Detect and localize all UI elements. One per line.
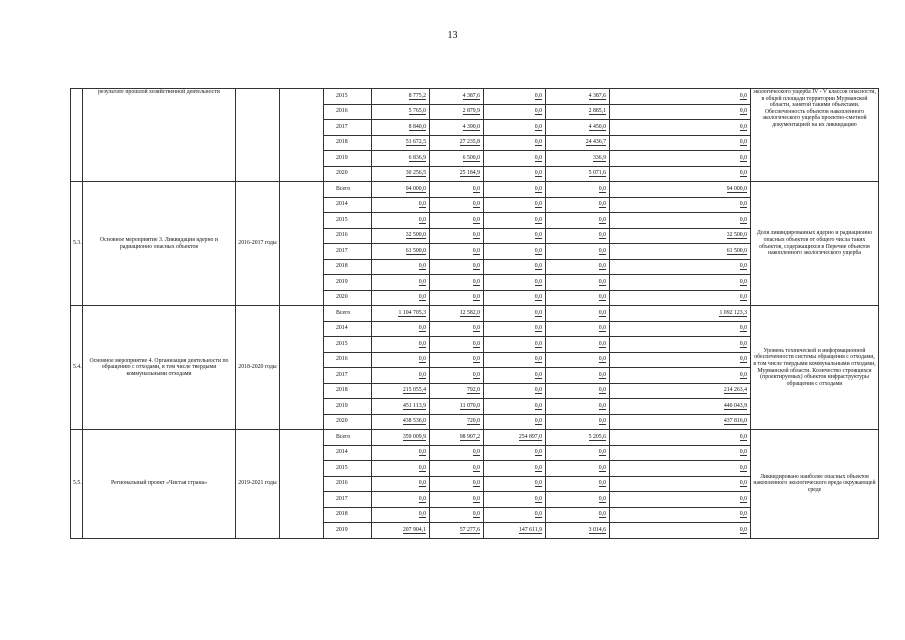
amount-cell: 0,0 [430,290,484,306]
amount-cell: 8 775,2 [372,89,430,105]
amount-cell: 0,0 [484,337,546,353]
empty-cell [280,182,324,306]
amount-cell: 3 014,6 [546,523,610,539]
amount-cell: 0,0 [546,213,610,229]
year-cell: 2018 [324,507,372,523]
year-cell: 2014 [324,445,372,461]
amount-cell: 0,0 [430,352,484,368]
amount-cell: 94 000,0 [372,182,430,198]
amount-cell: 0,0 [430,244,484,260]
amount-cell: 0,0 [372,275,430,291]
indicator-cell: Уровень технической и информационной обеспеченности системы обращения с отходами, в том числе твердыми коммунальными отходами, Мурманской области. Количество строящихся (проектируемых) объектов инфраструктуры обращения с отходами [751,306,879,430]
amount-cell: 0,0 [610,135,751,151]
year-cell: 2017 [324,492,372,508]
year-cell: 2016 [324,104,372,120]
year-cell: 2017 [324,120,372,136]
amount-cell: 0,0 [372,352,430,368]
amount-cell: 0,0 [546,492,610,508]
amount-cell: 11 070,0 [430,399,484,415]
amount-cell: 0,0 [430,228,484,244]
amount-cell: 0,0 [610,213,751,229]
amount-cell: 0,0 [484,275,546,291]
amount-cell: 0,0 [546,290,610,306]
amount-cell: 0,0 [610,151,751,167]
year-cell: 2016 [324,476,372,492]
amount-cell: 4 390,0 [430,120,484,136]
year-cell: 2019 [324,275,372,291]
amount-cell: 0,0 [546,244,610,260]
amount-cell: 792,0 [430,383,484,399]
amount-cell: 0,0 [610,476,751,492]
amount-cell: 0,0 [484,228,546,244]
year-cell: 2014 [324,197,372,213]
table-row [71,306,879,322]
activity-name: результате прошлой хозяйственной деятельности [83,89,236,182]
amount-cell: 0,0 [430,197,484,213]
amount-cell: 24 436,7 [546,135,610,151]
amount-cell: 0,0 [610,290,751,306]
amount-cell: 0,0 [484,414,546,430]
amount-cell: 0,0 [610,321,751,337]
amount-cell: 0,0 [484,259,546,275]
year-cell: 2020 [324,166,372,182]
year-cell: 2015 [324,213,372,229]
amount-cell: 0,0 [484,244,546,260]
year-cell: 2015 [324,461,372,477]
amount-cell: 0,0 [484,135,546,151]
activity-number: 5.5. [71,430,83,539]
amount-cell: 147 611,9 [484,523,546,539]
amount-cell: 0,0 [610,445,751,461]
amount-cell: 0,0 [546,368,610,384]
amount-cell: 0,0 [610,507,751,523]
amount-cell: 336,9 [546,151,610,167]
amount-cell: 61 500,0 [610,244,751,260]
amount-cell: 6 836,9 [372,151,430,167]
amount-cell: 0,0 [610,430,751,446]
amount-cell: 98 907,2 [430,430,484,446]
amount-cell: 214 263,4 [610,383,751,399]
amount-cell: 0,0 [484,445,546,461]
amount-cell: 0,0 [484,368,546,384]
year-cell: 2016 [324,352,372,368]
amount-cell: 94 000,0 [610,182,751,198]
amount-cell: 359 009,9 [372,430,430,446]
amount-cell: 6 500,0 [430,151,484,167]
year-cell: 2019 [324,399,372,415]
activity-number: 5.3. [71,182,83,306]
amount-cell: 0,0 [372,368,430,384]
activity-period: 2016-2017 годы [236,182,280,306]
amount-cell: 0,0 [546,461,610,477]
empty-cell [280,89,324,182]
amount-cell: 0,0 [610,368,751,384]
amount-cell: 0,0 [546,399,610,415]
amount-cell: 0,0 [610,89,751,105]
amount-cell: 0,0 [546,197,610,213]
amount-cell: 720,0 [430,414,484,430]
table-row [71,430,879,446]
activity-name: Региональный проект «Чистая страна» [83,430,236,539]
amount-cell: 0,0 [546,445,610,461]
amount-cell: 0,0 [430,476,484,492]
amount-cell: 0,0 [484,166,546,182]
amount-cell: 0,0 [484,197,546,213]
amount-cell: 0,0 [372,259,430,275]
amount-cell: 0,0 [484,383,546,399]
year-cell: 2020 [324,414,372,430]
amount-cell: 0,0 [546,383,610,399]
amount-cell: 1 092 123,3 [610,306,751,322]
table-row [71,89,879,105]
amount-cell: 32 500,0 [372,228,430,244]
amount-cell: 0,0 [610,275,751,291]
amount-cell: 0,0 [372,492,430,508]
amount-cell: 0,0 [372,321,430,337]
amount-cell: 0,0 [484,352,546,368]
year-cell: 2019 [324,523,372,539]
amount-cell: 0,0 [546,228,610,244]
amount-cell: 4 387,6 [430,89,484,105]
activity-period: 2019-2021 годы [236,430,280,539]
amount-cell: 0,0 [430,445,484,461]
amount-cell: 0,0 [546,507,610,523]
amount-cell: 0,0 [484,461,546,477]
amount-cell: 0,0 [546,275,610,291]
activity-number: 5.4. [71,306,83,430]
amount-cell: 440 043,9 [610,399,751,415]
activity-period: 2018-2020 годы [236,306,280,430]
amount-cell: 0,0 [484,151,546,167]
amount-cell: 0,0 [610,104,751,120]
amount-cell: 27 235,8 [430,135,484,151]
amount-cell: 0,0 [430,337,484,353]
amount-cell: 0,0 [484,290,546,306]
amount-cell: 438 536,0 [372,414,430,430]
amount-cell: 215 055,4 [372,383,430,399]
page-number: 13 [447,30,458,41]
amount-cell: 0,0 [484,182,546,198]
amount-cell: 0,0 [484,507,546,523]
amount-cell: 0,0 [430,259,484,275]
amount-cell: 51 672,5 [372,135,430,151]
activity-number [71,89,83,182]
amount-cell: 0,0 [430,492,484,508]
year-cell: 2020 [324,290,372,306]
year-cell: Всего [324,430,372,446]
amount-cell: 4 387,6 [546,89,610,105]
year-cell: 2018 [324,259,372,275]
amount-cell: 32 500,0 [610,228,751,244]
amount-cell: 0,0 [546,414,610,430]
indicator-cell: экологического ущерба IV - V классов опасности, в общей площади территории Мурманской области, занятой такими объектами. Обеспеченность объектов накопленного экологического ущерба проектно-сметной документацией на их ликвидацию [751,89,879,182]
amount-cell: 5 071,6 [546,166,610,182]
amount-cell: 0,0 [484,306,546,322]
amount-cell: 57 277,6 [430,523,484,539]
year-cell: 2017 [324,244,372,260]
amount-cell: 0,0 [372,461,430,477]
year-cell: 2015 [324,89,372,105]
amount-cell: 0,0 [546,306,610,322]
amount-cell: 451 113,9 [372,399,430,415]
amount-cell: 0,0 [430,182,484,198]
year-cell: Всего [324,182,372,198]
amount-cell: 5 765,0 [372,104,430,120]
amount-cell: 5 205,6 [546,430,610,446]
amount-cell: 0,0 [610,523,751,539]
amount-cell: 4 450,0 [546,120,610,136]
amount-cell: 30 256,5 [372,166,430,182]
amount-cell: 1 104 705,3 [372,306,430,322]
amount-cell: 0,0 [546,259,610,275]
amount-cell: 0,0 [546,352,610,368]
amount-cell: 0,0 [372,213,430,229]
amount-cell: 0,0 [484,476,546,492]
amount-cell: 0,0 [610,352,751,368]
amount-cell: 12 582,0 [430,306,484,322]
amount-cell: 0,0 [546,321,610,337]
year-cell: 2019 [324,151,372,167]
amount-cell: 61 500,0 [372,244,430,260]
year-cell: Всего [324,306,372,322]
amount-cell: 2 885,1 [546,104,610,120]
year-cell: 2018 [324,135,372,151]
amount-cell: 0,0 [484,89,546,105]
amount-cell: 25 184,9 [430,166,484,182]
activity-period [236,89,280,182]
amount-cell: 0,0 [372,476,430,492]
amount-cell: 0,0 [430,368,484,384]
amount-cell: 0,0 [430,321,484,337]
amount-cell: 0,0 [546,476,610,492]
amount-cell: 0,0 [484,120,546,136]
amount-cell: 0,0 [610,337,751,353]
amount-cell: 0,0 [372,445,430,461]
indicator-cell: Ликвидировано наиболее опасных объектов накопленного экологического вреда окружающей среде [751,430,879,539]
year-cell: 2017 [324,368,372,384]
amount-cell: 0,0 [610,492,751,508]
amount-cell: 0,0 [430,213,484,229]
table-row [71,182,879,198]
amount-cell: 8 840,0 [372,120,430,136]
year-cell: 2015 [324,337,372,353]
amount-cell: 0,0 [484,213,546,229]
year-cell: 2016 [324,228,372,244]
amount-cell: 0,0 [546,182,610,198]
amount-cell: 0,0 [610,120,751,136]
amount-cell: 2 879,9 [430,104,484,120]
amount-cell: 0,0 [430,275,484,291]
amount-cell: 0,0 [484,399,546,415]
indicator-cell: Доля ликвидированных ядерно и радиационно опасных объектов от общего числа таких объектов, содержащихся в Перечне объектов накопленного экологического ущерба [751,182,879,306]
empty-cell [280,430,324,539]
amount-cell: 254 897,0 [484,430,546,446]
amount-cell: 0,0 [372,337,430,353]
amount-cell: 0,0 [372,507,430,523]
activity-name: Основное мероприятие 4. Организация деятельности по обращению с отходами, в том числе твердыми коммунальными отходами [83,306,236,430]
amount-cell: 0,0 [484,492,546,508]
amount-cell: 0,0 [430,507,484,523]
year-cell: 2018 [324,383,372,399]
amount-cell: 0,0 [610,197,751,213]
program-activities-table [70,88,879,539]
amount-cell: 0,0 [610,166,751,182]
activity-name: Основное мероприятие 3. Ликвидация ядерно и радиационно опасных объектов [83,182,236,306]
amount-cell: 0,0 [372,290,430,306]
empty-cell [280,306,324,430]
amount-cell: 207 904,1 [372,523,430,539]
amount-cell: 0,0 [484,104,546,120]
year-cell: 2014 [324,321,372,337]
amount-cell: 0,0 [610,461,751,477]
amount-cell: 0,0 [484,321,546,337]
amount-cell: 0,0 [610,259,751,275]
amount-cell: 0,0 [372,197,430,213]
amount-cell: 0,0 [546,337,610,353]
amount-cell: 0,0 [430,461,484,477]
amount-cell: 437 816,0 [610,414,751,430]
